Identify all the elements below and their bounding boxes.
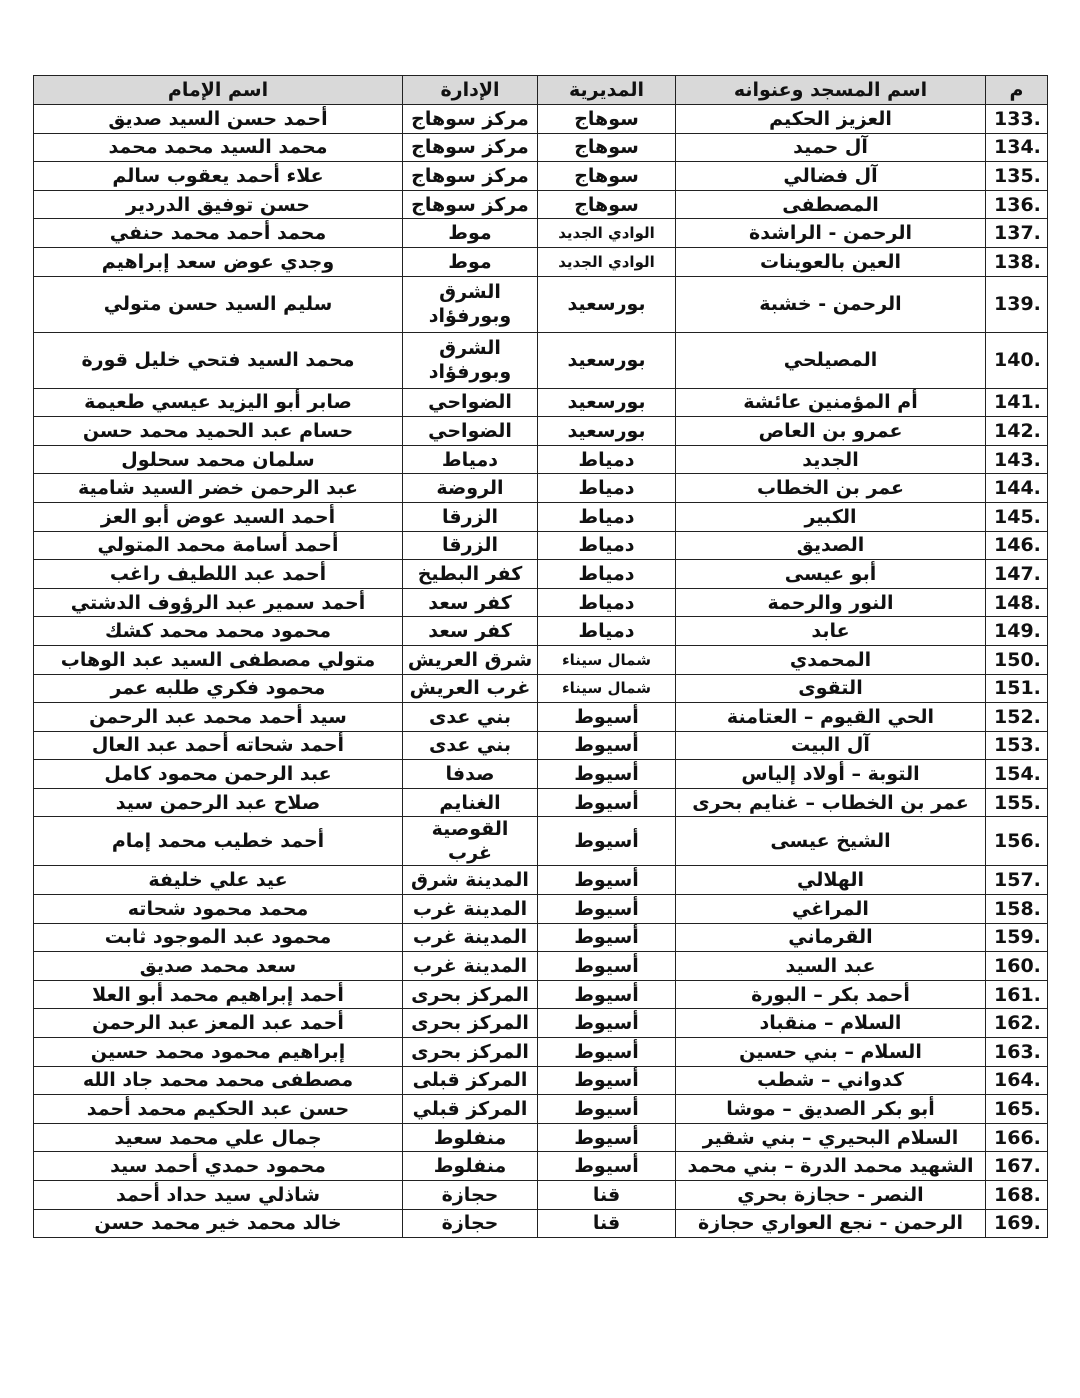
administration: الزرقا (403, 531, 538, 560)
imam-name: متولي مصطفى السيد عبد الوهاب (34, 645, 403, 674)
table-row (34, 190, 1048, 219)
mosque-name: القرماني (676, 923, 986, 952)
table-row (34, 980, 1048, 1009)
imam-name: علاء أحمد يعقوب سالم (34, 162, 403, 191)
row-number: 148. (986, 588, 1048, 617)
document-page (33, 75, 1047, 1238)
table-row (34, 817, 1048, 866)
table-row (34, 866, 1048, 895)
row-number: 160. (986, 952, 1048, 981)
row-number: 134. (986, 133, 1048, 162)
imam-name: محمد السيد فتحي خليل قورة (34, 332, 403, 388)
administration: المركز قبلى (403, 1066, 538, 1095)
row-number: 133. (986, 105, 1048, 134)
mosque-name: الجديد (676, 445, 986, 474)
directorate: أسيوط (538, 866, 676, 895)
table-row (34, 445, 1048, 474)
imam-name: خالد محمد خير محمد حسن (34, 1209, 403, 1238)
imam-name: صلاح عبد الرحمن سيد (34, 788, 403, 817)
mosque-name: عمرو بن العاص (676, 417, 986, 446)
imam-name: أحمد عبد اللطيف راغب (34, 560, 403, 589)
table-row (34, 1181, 1048, 1210)
table-row (34, 1066, 1048, 1095)
imam-name: صابر أبو اليزيد عيسي طعيمة (34, 388, 403, 417)
imam-name: أحمد شحاته أحمد عبد العال (34, 731, 403, 760)
imam-name: حسن عبد الحكيم محمد أحمد (34, 1095, 403, 1124)
administration: حجازة (403, 1209, 538, 1238)
table-row (34, 531, 1048, 560)
administration: مركز سوهاج (403, 133, 538, 162)
administration: كفر البطيخ (403, 560, 538, 589)
administration: الشرق وبورفؤاد (403, 276, 538, 332)
row-number: 165. (986, 1095, 1048, 1124)
row-number: 159. (986, 923, 1048, 952)
imam-name: إبراهيم محمود محمد حسين (34, 1038, 403, 1067)
table-row (34, 731, 1048, 760)
directorate: سوهاج (538, 105, 676, 134)
directorate: أسيوط (538, 1123, 676, 1152)
mosque-name: عمر بن الخطاب – غنايم بحرى (676, 788, 986, 817)
directorate: دمياط (538, 588, 676, 617)
administration: المركز قبلي (403, 1095, 538, 1124)
mosque-name: النصر - حجازة بحري (676, 1181, 986, 1210)
administration: كفر سعد (403, 617, 538, 646)
imam-name: محمد السيد محمد محمد (34, 133, 403, 162)
table-row (34, 703, 1048, 732)
imam-name: محمود محمد محمد كشك (34, 617, 403, 646)
imam-name: سلمان محمد سحلول (34, 445, 403, 474)
imam-name: أحمد خطيب محمد إمام (34, 817, 403, 866)
directorate: أسيوط (538, 760, 676, 789)
mosque-name: آل البيت (676, 731, 986, 760)
administration: شرق العريش (403, 645, 538, 674)
imam-name: سيد أحمد محمد عبد الرحمن (34, 703, 403, 732)
row-number: 161. (986, 980, 1048, 1009)
mosque-name: آل فضالي (676, 162, 986, 191)
directorate: أسيوط (538, 1095, 676, 1124)
mosque-name: المحمدي (676, 645, 986, 674)
mosque-name: آل حميد (676, 133, 986, 162)
mosque-name: المصطفى (676, 190, 986, 219)
directorate: أسيوط (538, 1066, 676, 1095)
row-number: 167. (986, 1152, 1048, 1181)
table-row (34, 133, 1048, 162)
directorate: قنا (538, 1181, 676, 1210)
mosque-name: الصديق (676, 531, 986, 560)
row-number: 169. (986, 1209, 1048, 1238)
administration: مركز سوهاج (403, 190, 538, 219)
imam-name: وجدي عوض سعد إبراهيم (34, 247, 403, 276)
mosque-name: الكبير (676, 502, 986, 531)
mosque-name: الحي القيوم – العتامنة (676, 703, 986, 732)
mosque-name: المراغي (676, 895, 986, 924)
directorate: دمياط (538, 445, 676, 474)
administration: الغنايم (403, 788, 538, 817)
header-number: م (986, 76, 1048, 105)
imam-name: عبد الرحمن محمود كامل (34, 760, 403, 789)
table-header (34, 76, 1048, 105)
administration: المدينة غرب (403, 895, 538, 924)
directorate: الوادي الجديد (538, 247, 676, 276)
directorate: دمياط (538, 560, 676, 589)
imam-name: جمال علي محمد سعيد (34, 1123, 403, 1152)
row-number: 138. (986, 247, 1048, 276)
mosque-name: الشيخ عيسى (676, 817, 986, 866)
imam-name: حسام عبد الحميد محمد حسن (34, 417, 403, 446)
table-row (34, 219, 1048, 248)
administration: منفلوط (403, 1152, 538, 1181)
directorate: شمال سيناء (538, 674, 676, 703)
imam-name: أحمد السيد عوض أبو العز (34, 502, 403, 531)
directorate: أسيوط (538, 703, 676, 732)
mosque-name: الرحمن - نجع العواري حجازة (676, 1209, 986, 1238)
row-number: 145. (986, 502, 1048, 531)
imam-name: محمود عبد الموجود ثابت (34, 923, 403, 952)
row-number: 157. (986, 866, 1048, 895)
table-row (34, 417, 1048, 446)
table-row (34, 247, 1048, 276)
imam-name: محمود حمدي أحمد سيد (34, 1152, 403, 1181)
mosque-name: عمر بن الخطاب (676, 474, 986, 503)
directorate: بورسعيد (538, 417, 676, 446)
table-row (34, 1209, 1048, 1238)
mosque-name: المصيلحي (676, 332, 986, 388)
row-number: 137. (986, 219, 1048, 248)
administration: مركز سوهاج (403, 105, 538, 134)
directorate: أسيوط (538, 980, 676, 1009)
directorate: دمياط (538, 474, 676, 503)
mosque-name: عبد السيد (676, 952, 986, 981)
row-number: 146. (986, 531, 1048, 560)
mosque-name: السلام البحيري – بني شقير (676, 1123, 986, 1152)
directorate: أسيوط (538, 895, 676, 924)
row-number: 155. (986, 788, 1048, 817)
mosque-name: التوبة – أولاد إلياس (676, 760, 986, 789)
administration: مركز سوهاج (403, 162, 538, 191)
imam-name: مصطفى محمد محمد جاد الله (34, 1066, 403, 1095)
administration: الضواحي (403, 388, 538, 417)
row-number: 142. (986, 417, 1048, 446)
directorate: أسيوط (538, 1009, 676, 1038)
mosques-table (33, 75, 1048, 1238)
mosque-name: الرحمن - خشبة (676, 276, 986, 332)
administration: المركز بحرى (403, 1009, 538, 1038)
header-imam: اسم الإمام (34, 76, 403, 105)
row-number: 162. (986, 1009, 1048, 1038)
administration: موط (403, 219, 538, 248)
imam-name: عيد علي خليفة (34, 866, 403, 895)
row-number: 168. (986, 1181, 1048, 1210)
table-row (34, 588, 1048, 617)
table-row (34, 105, 1048, 134)
table-row (34, 502, 1048, 531)
mosque-name: عابد (676, 617, 986, 646)
table-row (34, 1038, 1048, 1067)
directorate: بورسعيد (538, 276, 676, 332)
mosque-name: الشهيد محمد الدرة – بني محمد (676, 1152, 986, 1181)
imam-name: محمود فكري طلبه عمر (34, 674, 403, 703)
row-number: 151. (986, 674, 1048, 703)
row-number: 166. (986, 1123, 1048, 1152)
administration: المدينة شرق (403, 866, 538, 895)
administration: الروضة (403, 474, 538, 503)
table-row (34, 162, 1048, 191)
mosque-name: التقوى (676, 674, 986, 703)
administration: القوصية غرب (403, 817, 538, 866)
administration: دمياط (403, 445, 538, 474)
table-row (34, 760, 1048, 789)
table-row (34, 388, 1048, 417)
table-row (34, 895, 1048, 924)
administration: صدفا (403, 760, 538, 789)
mosque-name: أم المؤمنين عائشة (676, 388, 986, 417)
administration: كفر سعد (403, 588, 538, 617)
imam-name: عبد الرحمن خضر السيد شامية (34, 474, 403, 503)
row-number: 164. (986, 1066, 1048, 1095)
header-directorate: المديرية (538, 76, 676, 105)
imam-name: أحمد عبد المعز عبد الرحمن (34, 1009, 403, 1038)
directorate: دمياط (538, 502, 676, 531)
table-row (34, 788, 1048, 817)
mosque-name: كدواني – شطب (676, 1066, 986, 1095)
row-number: 147. (986, 560, 1048, 589)
row-number: 153. (986, 731, 1048, 760)
directorate: أسيوط (538, 1152, 676, 1181)
row-number: 152. (986, 703, 1048, 732)
directorate: أسيوط (538, 952, 676, 981)
mosque-name: الرحمن - الراشدة (676, 219, 986, 248)
administration: المدينة غرب (403, 923, 538, 952)
directorate: سوهاج (538, 133, 676, 162)
table-row (34, 645, 1048, 674)
mosque-name: أبو عيسى (676, 560, 986, 589)
imam-name: محمد أحمد محمد حنفي (34, 219, 403, 248)
directorate: بورسعيد (538, 332, 676, 388)
table-row (34, 617, 1048, 646)
table-row (34, 332, 1048, 388)
header-administration: الإدارة (403, 76, 538, 105)
row-number: 156. (986, 817, 1048, 866)
mosque-name: العزيز الحكيم (676, 105, 986, 134)
table-body (34, 105, 1048, 1238)
directorate: شمال سيناء (538, 645, 676, 674)
mosque-name: السلام – بني حسين (676, 1038, 986, 1067)
administration: الضواحي (403, 417, 538, 446)
mosque-name: العين بالعوينات (676, 247, 986, 276)
row-number: 136. (986, 190, 1048, 219)
row-number: 154. (986, 760, 1048, 789)
row-number: 144. (986, 474, 1048, 503)
directorate: أسيوط (538, 817, 676, 866)
row-number: 135. (986, 162, 1048, 191)
administration: الشرق وبورفؤاد (403, 332, 538, 388)
imam-name: أحمد حسن السيد صديق (34, 105, 403, 134)
administration: الزرقا (403, 502, 538, 531)
table-row (34, 1009, 1048, 1038)
imam-name: أحمد سمير عبد الرؤوف الدشتي (34, 588, 403, 617)
directorate: أسيوط (538, 788, 676, 817)
table-row (34, 952, 1048, 981)
table-row (34, 674, 1048, 703)
imam-name: سعد محمد صديق (34, 952, 403, 981)
directorate: دمياط (538, 531, 676, 560)
administration: المركز بحرى (403, 1038, 538, 1067)
administration: بني عدى (403, 703, 538, 732)
table-row (34, 1123, 1048, 1152)
administration: بني عدى (403, 731, 538, 760)
mosque-name: السلام – منقباد (676, 1009, 986, 1038)
imam-name: أحمد إبراهيم محمد أبو العلا (34, 980, 403, 1009)
table-row (34, 276, 1048, 332)
table-row (34, 1152, 1048, 1181)
administration: المركز بحرى (403, 980, 538, 1009)
administration: منفلوط (403, 1123, 538, 1152)
administration: موط (403, 247, 538, 276)
imam-name: حسن توفيق الدردير (34, 190, 403, 219)
administration: حجازة (403, 1181, 538, 1210)
row-number: 163. (986, 1038, 1048, 1067)
row-number: 140. (986, 332, 1048, 388)
administration: المدينة غرب (403, 952, 538, 981)
header-mosque: اسم المسجد وعنوانه (676, 76, 986, 105)
directorate: أسيوط (538, 1038, 676, 1067)
table-row (34, 474, 1048, 503)
table-row (34, 1095, 1048, 1124)
directorate: قنا (538, 1209, 676, 1238)
directorate: سوهاج (538, 162, 676, 191)
row-number: 141. (986, 388, 1048, 417)
directorate: دمياط (538, 617, 676, 646)
table-row (34, 560, 1048, 589)
administration: غرب العريش (403, 674, 538, 703)
directorate: بورسعيد (538, 388, 676, 417)
mosque-name: أبو بكر الصديق – موشا (676, 1095, 986, 1124)
header-row (34, 76, 1048, 105)
table-row (34, 923, 1048, 952)
directorate: سوهاج (538, 190, 676, 219)
directorate: أسيوط (538, 923, 676, 952)
row-number: 143. (986, 445, 1048, 474)
directorate: الوادي الجديد (538, 219, 676, 248)
imam-name: سليم السيد حسن متولي (34, 276, 403, 332)
row-number: 158. (986, 895, 1048, 924)
imam-name: شاذلي سيد حداد أحمد (34, 1181, 403, 1210)
row-number: 139. (986, 276, 1048, 332)
mosque-name: النور والرحمة (676, 588, 986, 617)
imam-name: أحمد أسامة محمد المتولي (34, 531, 403, 560)
mosque-name: أحمد بكر – البورة (676, 980, 986, 1009)
mosque-name: الهلالي (676, 866, 986, 895)
imam-name: محمد محمود شحاته (34, 895, 403, 924)
directorate: أسيوط (538, 731, 676, 760)
row-number: 150. (986, 645, 1048, 674)
row-number: 149. (986, 617, 1048, 646)
